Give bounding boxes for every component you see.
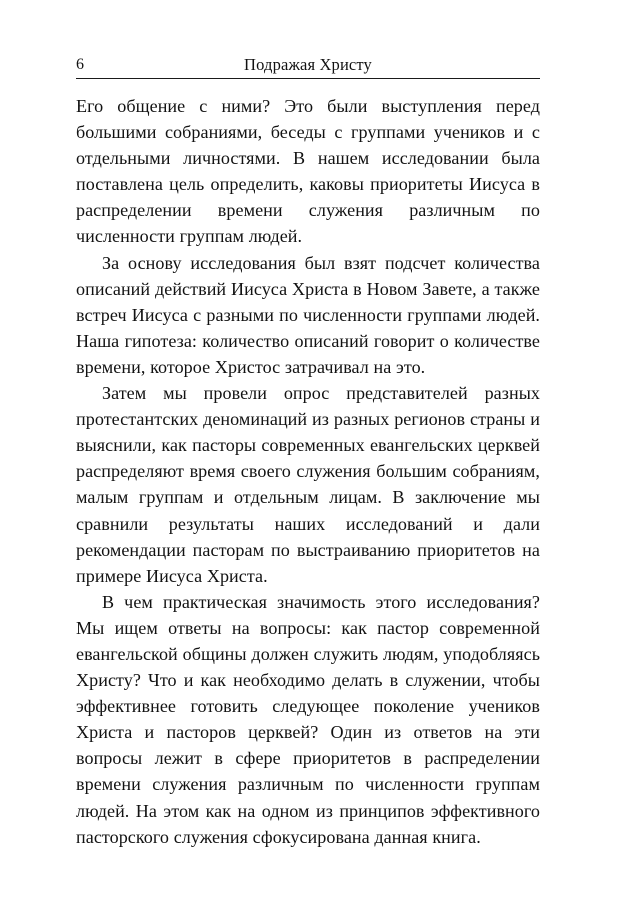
page-content — [76, 48, 540, 850]
paragraph: Затем мы провели опрос представителей разных протестантских деноминаций из разных регионов страны и выяснили, как пасторы современных евангельских церквей распределяют время своего служения большим собраниям, малым группам и отдельным лицам. В заключение мы сравнили результаты наших исследований и дали рекомендации пасторам по выстраиванию приоритетов на примере Иисуса Христа. — [76, 383, 540, 586]
body-text — [76, 93, 540, 850]
running-head-title: Подражая Христу — [244, 55, 372, 74]
running-head — [76, 48, 540, 74]
header-divider — [76, 78, 540, 79]
page-number: 6 — [76, 56, 85, 73]
paragraph: В чем практическая значимость этого исследования? Мы ищем ответы на вопросы: как пастор современной евангельской общины должен служить людям, уподобляясь Христу? Что и как необходимо делать в служении, чтобы эффективнее готовить следующее поколение учеников Христа и пасторов церквей? Один из ответов на эти вопросы лежит в сфере приоритетов в распределении времени служения различным по численности группам людей. На этом как на одном из принципов эффективного пасторского служения сфокусирована данная книга. — [76, 591, 540, 847]
paragraph: Его общение с ними? Это были выступления перед большими собраниями, беседы с группами учеников и с отдельными личностями. В нашем исследовании была поставлена цель определить, каковы приоритеты Иисуса в распределении времени служения различным по численности группам людей. — [76, 96, 540, 247]
paragraph: За основу исследования был взят подсчет количества описаний действий Иисуса Христа в Новом Завете, а также встреч Иисуса с разными по численности группами людей. Наша гипотеза: количество описаний говорит о количестве времени, которое Христос затрачивал на это. — [76, 252, 540, 377]
